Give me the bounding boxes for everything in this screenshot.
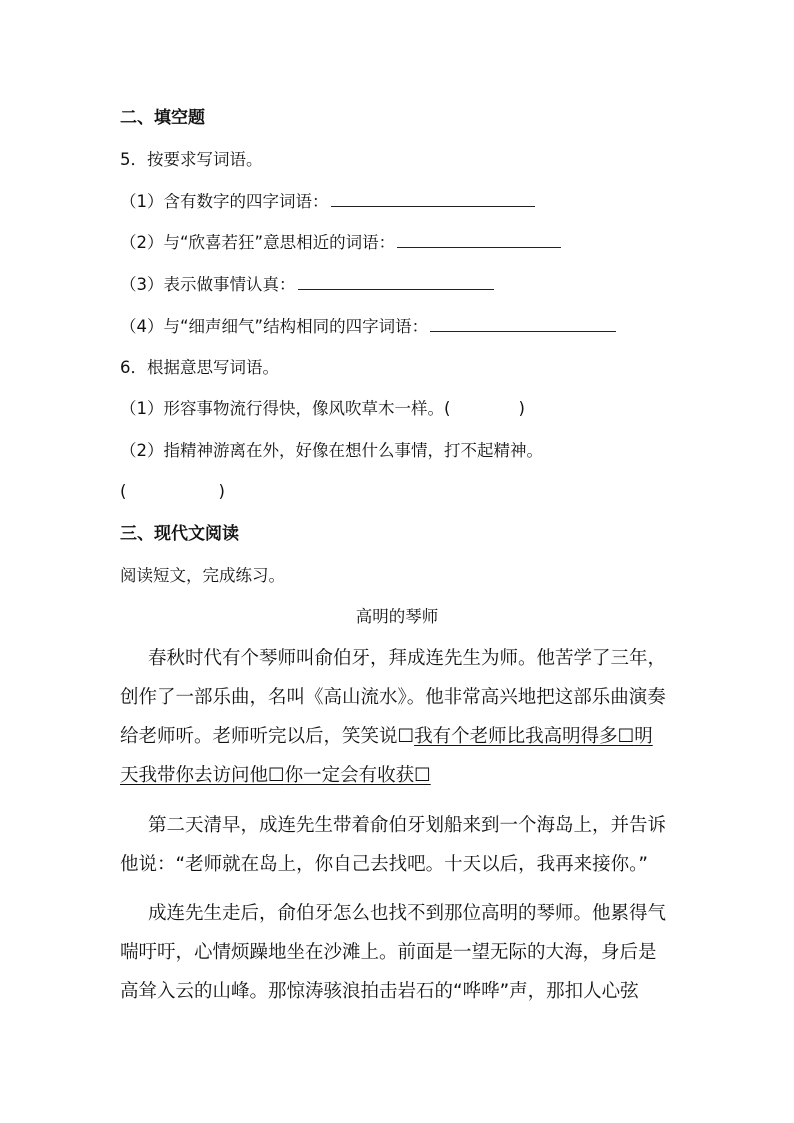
- q5-item-4-text: （4）与“细声细气”结构相同的四字词语：: [120, 317, 429, 336]
- q5-item-2-blank[interactable]: [397, 233, 561, 248]
- q6-item-2-paren: [120, 480, 225, 504]
- placeholder-box: ☐: [397, 726, 415, 747]
- q6-item-2: （2）指精神游离在外，好像在想什么事情，打不起精神。: [120, 441, 543, 460]
- q5-item-2: [120, 231, 561, 255]
- q5-item-1-text: （1）含有数字的四字词语：: [120, 192, 329, 211]
- q5-item-4-blank[interactable]: [430, 317, 616, 332]
- q6-item-1: [120, 397, 525, 421]
- section2-heading: 二、填空题: [120, 108, 205, 128]
- q6-item-2-close: ): [218, 482, 225, 501]
- p1-underlined-4: 你一定会有收获: [284, 765, 415, 786]
- q6-item-1-text: （1）形容事物流行得快，像风吹草木一样。(: [120, 399, 451, 418]
- p2-line-1: 第二天清早，成连先生带着俞伯牙划船来到一个海岛上，并告诉: [148, 815, 667, 836]
- q6-item-2-open: (: [120, 482, 127, 501]
- q5-item-1-blank[interactable]: [331, 192, 535, 207]
- q6-item-1-close: ): [518, 399, 525, 418]
- placeholder-box: ☐: [268, 765, 285, 786]
- q6-stem: 6．根据意思写词语。: [120, 358, 279, 377]
- p1-line-1: 春秋时代有个琴师叫俞伯牙，拜成连先生为师。他苦学了三年，: [148, 648, 667, 669]
- p2-line-2: 他说：“老师就在岛上，你自己去找吧。十天以后，我再来接你。”: [120, 854, 648, 875]
- p3-line-3: 高耸入云的山峰。那惊涛骇浪拍击岩石的“哗哗”声，那扣人心弦: [120, 981, 639, 1002]
- passage-title: 高明的琴师: [355, 607, 439, 626]
- p1-underlined-2: 明: [634, 726, 653, 747]
- p1-line-3-text: 给老师听。老师听完以后，笑笑说: [120, 726, 398, 747]
- placeholder-box: ☐: [414, 765, 431, 786]
- p1-line-2: 创作了一部乐曲，名叫《高山流水》。他非常高兴地把这部乐曲演奏: [120, 687, 666, 708]
- q5-item-3-text: （3）表示做事情认真：: [120, 275, 296, 294]
- q5-item-3: [120, 273, 494, 297]
- q5-stem: 5．按要求写词语。: [120, 150, 263, 169]
- reading-instruction: 阅读短文，完成练习。: [120, 566, 285, 585]
- p3-line-2: 喘吁吁，心情烦躁地坐在沙滩上。前面是一望无际的大海，身后是: [120, 942, 657, 963]
- p1-underlined-3: 天我带你去访问他: [120, 765, 269, 786]
- q5-item-3-blank[interactable]: [298, 275, 494, 290]
- q5-item-1: [120, 190, 535, 214]
- p1-line-3: [120, 718, 680, 755]
- section3-heading: 三、现代文阅读: [120, 524, 239, 544]
- p1-underlined-1: 我有个老师比我高明得多: [414, 726, 618, 747]
- p1-line-4: [120, 757, 680, 794]
- p3-line-1: 成连先生走后，俞伯牙怎么也找不到那位高明的琴师。他累得气: [148, 903, 667, 924]
- q5-item-4: [120, 315, 616, 339]
- placeholder-box: ☐: [617, 726, 635, 747]
- q5-item-2-text: （2）与“欣喜若狂”意思相近的词语：: [120, 233, 396, 252]
